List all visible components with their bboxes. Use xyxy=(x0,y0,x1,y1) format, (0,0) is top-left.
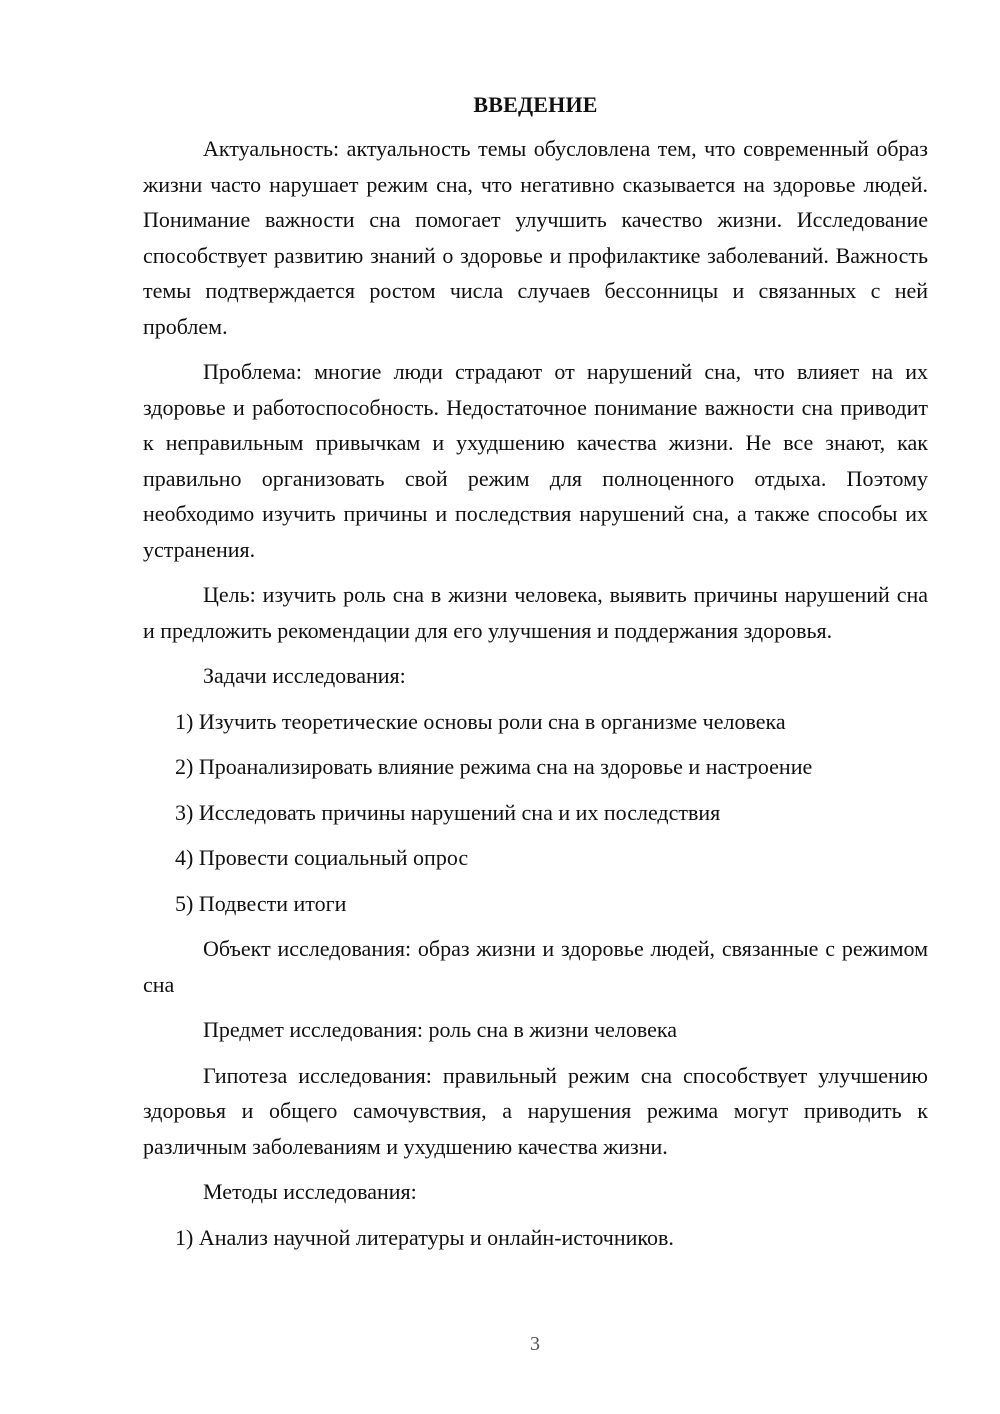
tasks-list xyxy=(143,704,928,922)
tasks-heading: Задачи исследования: xyxy=(203,663,406,688)
hypothesis-paragraph: Гипотеза исследования: правильный режим сна способствует улучшению здоровья и общего самочувствия, а нарушения режима могут приводить к различным заболеваниям и ухудшению качества жизни. xyxy=(143,1062,928,1159)
list-item: 1) Анализ научной литературы и онлайн-источников. xyxy=(175,1224,674,1250)
relevance-paragraph: Актуальность: актуальность темы обусловлена тем, что современный образ жизни часто нарушает режим сна, что негативно сказывается на здоровье людей. Понимание важности сна помогает улучшить качество жизни. Исследование способствует развитию знаний о здоровье и профилактике заболеваний. Важность темы подтверждается ростом числа случаев бессонницы и связанных с ней проблем. xyxy=(143,136,928,339)
list-item: 3) Исследовать причины нарушений сна и их последствия xyxy=(175,799,721,825)
list-item: 1) Изучить теоретические основы роли сна в организме человека xyxy=(175,708,786,734)
page-number: 3 xyxy=(530,1333,540,1355)
page-title: ВВЕДЕНИЕ xyxy=(473,92,598,117)
subject-paragraph: Предмет исследования: роль сна в жизни человека xyxy=(203,1017,678,1042)
document-page xyxy=(143,90,928,1265)
problem-paragraph: Проблема: многие люди страдают от нарушений сна, что влияет на их здоровье и работоспособность. Недостаточное понимание важности сна приводит к неправильным привычкам и ухудшению качества жизни. Не все знают, как правильно организовать свой режим для полноценного отдыха. Поэтому необходимо изучить причины и последствия нарушений сна, а также способы их устранения. xyxy=(143,359,928,562)
object-paragraph: Объект исследования: образ жизни и здоровье людей, связанные с режимом сна xyxy=(143,936,928,997)
list-item: 5) Подвести итоги xyxy=(175,890,347,916)
goal-paragraph: Цель: изучить роль сна в жизни человека, выявить причины нарушений сна и предложить рекомендации для его улучшения и поддержания здоровья. xyxy=(143,582,928,643)
list-item: 2) Проанализировать влияние режима сна на здоровье и настроение xyxy=(175,754,813,779)
list-item: 4) Провести социальный опрос xyxy=(175,845,469,870)
methods-list xyxy=(143,1220,928,1256)
methods-heading: Методы исследования: xyxy=(203,1179,417,1204)
